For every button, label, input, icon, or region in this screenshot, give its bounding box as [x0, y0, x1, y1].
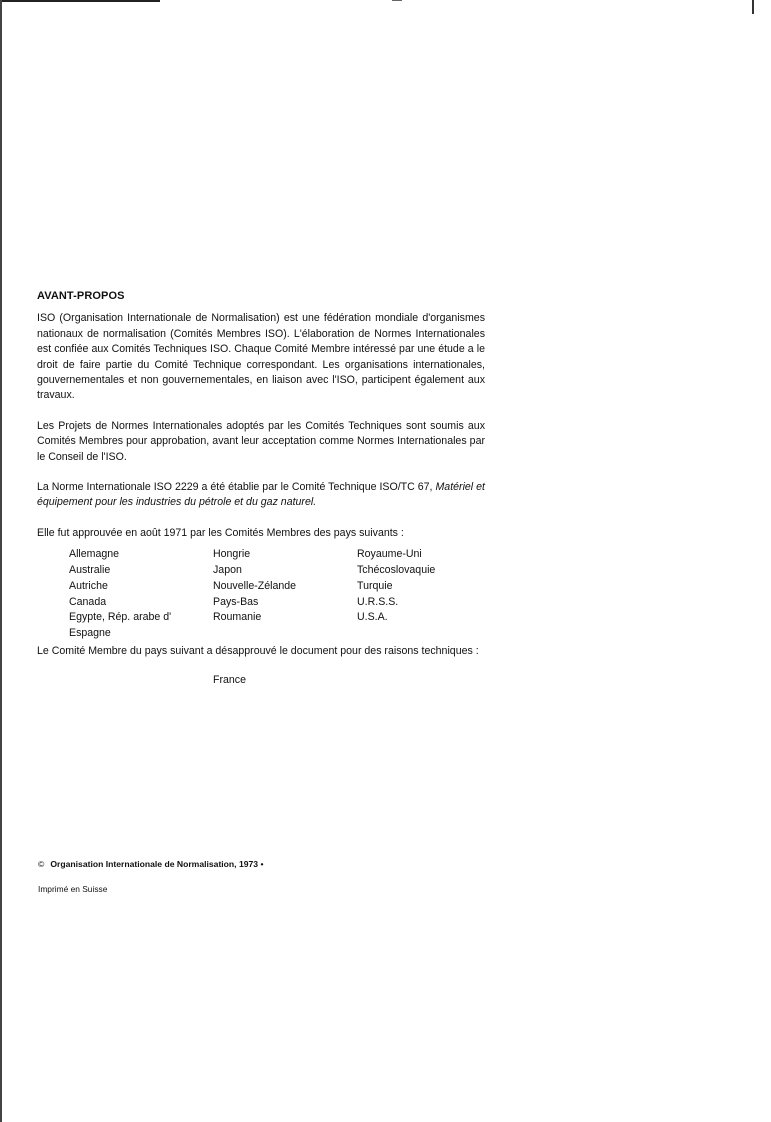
copyright-notice: [38, 859, 263, 869]
country-item: Hongrie: [213, 548, 251, 561]
scan-corner-mark: [752, 0, 754, 14]
country-item: Tchécoslovaquie: [357, 564, 436, 577]
country-item: Canada: [69, 595, 107, 608]
committee-title: Matériel et équipement pour les industries du pétrole et du gaz naturel.: [37, 481, 485, 509]
country-item: Roumanie: [213, 611, 262, 624]
copyright-text: Organisation Internationale de Normalisation, 1973 •: [50, 859, 264, 869]
countries-column-1: [69, 547, 213, 642]
country-item: U.R.S.S.: [357, 595, 399, 608]
country-item: Allemagne: [69, 548, 120, 561]
foreword-paragraph-3: [37, 480, 485, 511]
country-item: Japon: [213, 564, 242, 577]
foreword-section: [37, 289, 485, 689]
printed-in-notice: Imprimé en Suisse: [38, 884, 108, 894]
foreword-paragraph-2: Les Projets de Normes Internationales adoptés par les Comités Techniques sont soumis aux Comités Membres pour approbation, avant leur acceptation comme Normes Internationales par le Conseil de l'ISO.: [37, 419, 485, 463]
dissent-intro: Le Comité Membre du pays suivant a désapprouvé le document pour des raisons techniques :: [37, 645, 479, 658]
dissenting-country: France: [213, 674, 246, 687]
foreword-paragraph-1: ISO (Organisation Internationale de Normalisation) est une fédération mondiale d'organismes nationaux de normalisation (Comités Membres ISO). L'élaboration de Normes Internationales est confiée aux Comités Techniques ISO. Chaque Comité Membre intéressé par une étude a le droit de faire partie du Comité Technique correspondant. Les organisations internationales, gouvernementales et non gouvernementales, en liaison avec l'ISO, participent également aux travaux.: [37, 312, 485, 402]
copyright-symbol: ©: [38, 859, 45, 869]
country-item: Nouvelle-Zélande: [213, 579, 297, 592]
approval-intro: Elle fut approuvée en août 1971 par les Comités Membres des pays suivants :: [37, 526, 404, 539]
country-item: Egypte, Rép. arabe d': [69, 611, 172, 624]
scan-edge-line: [0, 0, 2, 1122]
country-item: Espagne: [69, 627, 111, 640]
approving-countries-list: [69, 547, 485, 642]
foreword-heading: AVANT-PROPOS: [37, 290, 125, 302]
scan-mark: [392, 0, 402, 1]
country-item: Pays-Bas: [213, 595, 259, 608]
countries-column-2: [213, 547, 357, 642]
standard-reference-text: La Norme Internationale ISO 2229 a été établie par le Comité Technique ISO/TC 67,: [37, 481, 436, 494]
countries-column-3: [357, 547, 497, 642]
country-item: Royaume-Uni: [357, 548, 422, 561]
country-item: Turquie: [357, 579, 393, 592]
scan-edge-mark: [0, 0, 160, 2]
country-item: U.S.A.: [357, 611, 388, 624]
country-item: Autriche: [69, 579, 108, 592]
country-item: Australie: [69, 564, 111, 577]
